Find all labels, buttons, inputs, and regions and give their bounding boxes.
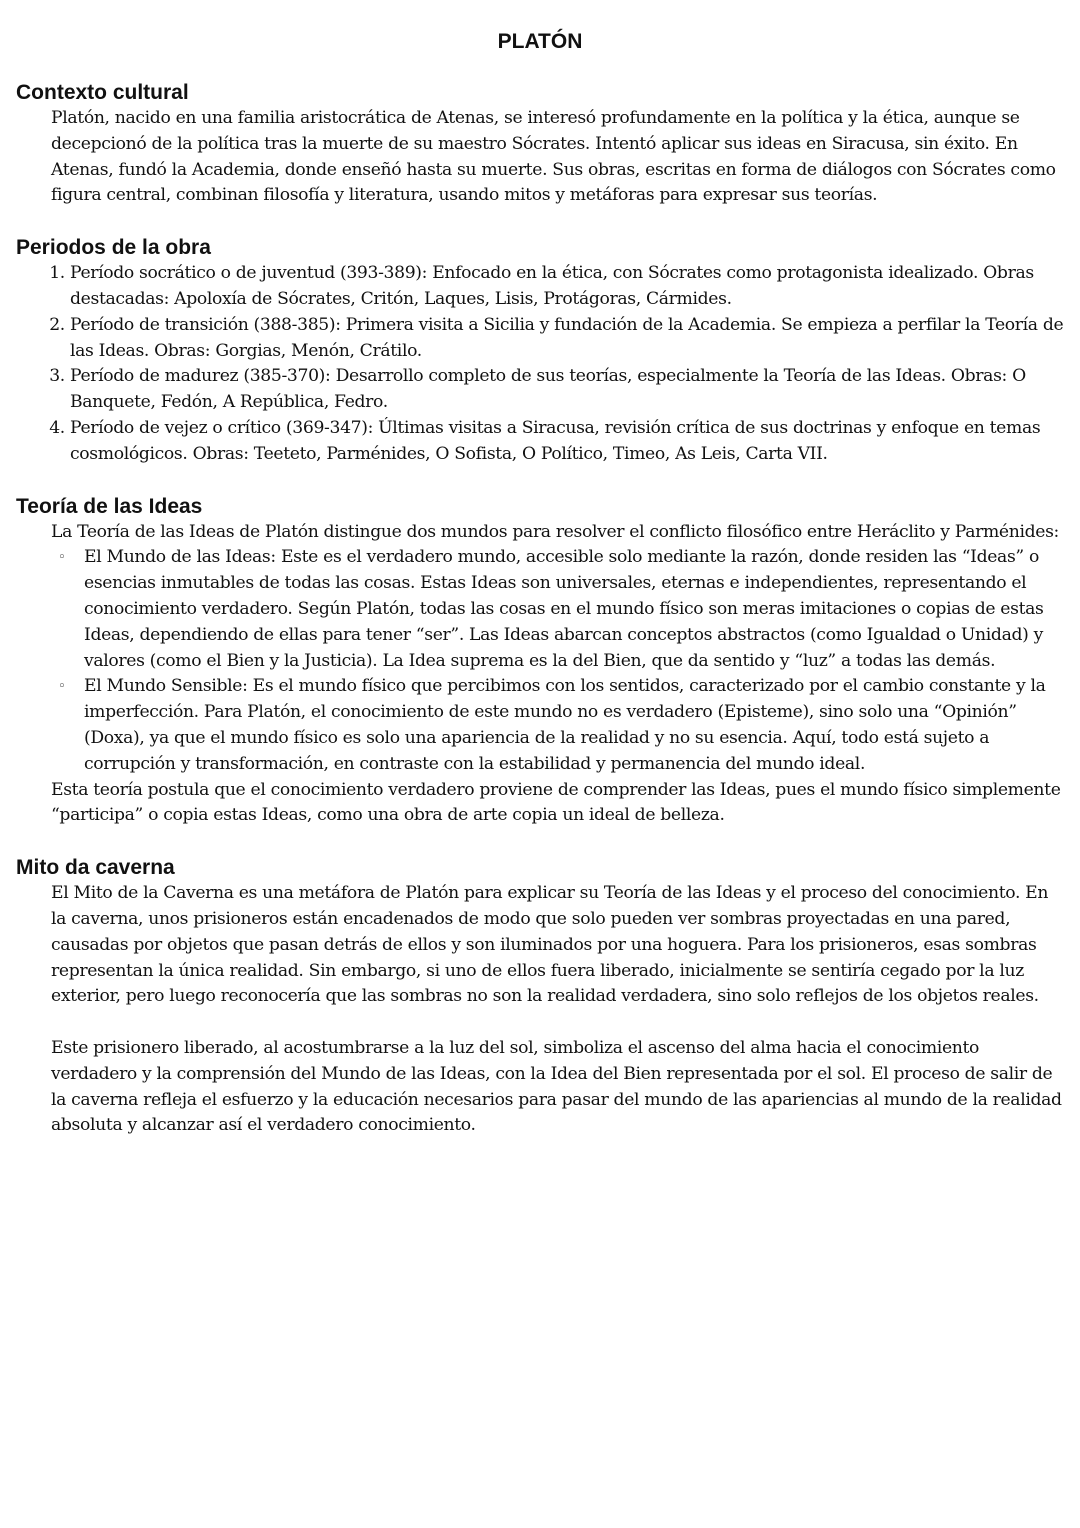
list-item: 3. Período de madurez (385-370): Desarrollo completo de sus teorías, especialmente la Teoría de las Ideas. Obras: O Banquete, Fedón, A República, Fedro. (70, 364, 1064, 416)
paragraph: Este prisionero liberado, al acostumbrarse a la luz del sol, simboliza el ascenso del alma hacia el conocimiento verdadero y la comprensión del Mundo de las Ideas, con la Idea del Bien representada por el sol. El proceso de salir de la caverna refleja el esfuerzo y la educación necesarios para pasar del mundo de las apariencias al mundo de la realidad absoluta y alcanzar así el verdadero conocimiento. (51, 1037, 1062, 1136)
bullet-icon: ◦ (58, 679, 66, 695)
list-item: 4. Período de vejez o crítico (369-347): Últimas visitas a Siracusa, revisión crítica de sus doctrinas y enfoque en temas cosmológicos. Obras: Teeteto, Parménides, O Sofista, O Político, Timeo, As Leis, Carta VII. (70, 416, 1064, 468)
section-teoria-ideas (16, 494, 1064, 830)
section-periodos (16, 235, 1064, 467)
list-item (58, 545, 1064, 674)
list-item (58, 674, 1064, 777)
section-heading: Contexto cultural (16, 81, 189, 104)
bullet-icon: ◦ (58, 550, 66, 566)
paragraph: La Teoría de las Ideas de Platón distingue dos mundos para resolver el conflicto filosófico entre Heráclito y Parménides: (51, 521, 1059, 542)
worlds-list (16, 545, 1064, 777)
list-item-text: El Mundo de las Ideas: Este es el verdadero mundo, accesible solo mediante la razón, donde residen las “Ideas” o esencias inmutables de todas las cosas. Estas Ideas son universales, eternas e independientes, representando el conocimiento verdadero. Según Platón, todas las cosas en el mundo físico son meras imitaciones o copias de estas Ideas, dependiendo de ellas para tener “ser”. Las Ideas abarcan conceptos abstractos (como Igualdad o Unidad) y valores (como el Bien y la Justicia). La Idea suprema es la del Bien, que da sentido y “luz” a todas las demás. (84, 547, 1044, 671)
paragraph: Esta teoría postula que el conocimiento verdadero proviene de comprender las Ideas, pues el mundo físico simplemente “participa” o copia estas Ideas, como una obra de arte copia un ideal de belleza. (51, 779, 1061, 826)
list-item: 1. Período socrático o de juventud (393-389): Enfocado en la ética, con Sócrates como protagonista idealizado. Obras destacadas: Apoloxía de Sócrates, Critón, Laques, Lisis, Protágoras, Cármides. (70, 261, 1064, 313)
section-contexto-cultural (16, 80, 1064, 209)
paragraph: Platón, nacido en una familia aristocrática de Atenas, se interesó profundamente en la política y la ética, aunque se decepcionó de la política tras la muerte de su maestro Sócrates. Intentó aplicar sus ideas en Siracusa, sin éxito. En Atenas, fundó la Academia, donde enseñó hasta su muerte. Sus obras, escritas en forma de diálogos con Sócrates como figura central, combinan filosofía y literatura, usando mitos y metáforas para expresar sus teorías. (51, 108, 1056, 206)
section-heading: Mito da caverna (16, 856, 175, 880)
section-heading: Periodos de la obra (16, 236, 211, 260)
paragraph: El Mito de la Caverna es una metáfora de Platón para explicar su Teoría de las Ideas y el proceso del conocimiento. En la caverna, unos prisioneros están encadenados de modo que solo pueden ver sombras proyectadas en una pared, causadas por objetos que pasan detrás de ellos y son iluminados por una hoguera. Para los prisioneros, esas sombras representan la única realidad. Sin embargo, si uno de ellos fuera liberado, inicialmente se sentiría cegado por la luz exterior, pero luego reconocería que las sombras no son la realidad verdadera, sino solo reflejos de los objetos reales. (51, 883, 1049, 1007)
section-mito-caverna (16, 855, 1064, 1139)
section-heading: Teoría de las Ideas (16, 494, 203, 518)
paragraph-spacer (16, 1010, 1064, 1036)
periods-list (16, 261, 1064, 467)
list-item: 2. Período de transición (388-385): Primera visita a Sicilia y fundación de la Academia. Se empieza a perfilar la Teoría de las Ideas. Obras: Gorgias, Menón, Crátilo. (70, 313, 1064, 365)
page-title: PLATÓN (497, 30, 583, 53)
list-item-text: El Mundo Sensible: Es el mundo físico que percibimos con los sentidos, caracterizado por el cambio constante y la imperfección. Para Platón, el conocimiento de este mundo no es verdadero (Episteme), sino solo una “Opinión” (Doxa), ya que el mundo físico es solo una apariencia de la realidad y no su esencia. Aquí, todo está sujeto a corrupción y transformación, en contraste con la estabilidad y permanencia del mundo ideal. (84, 676, 1046, 774)
